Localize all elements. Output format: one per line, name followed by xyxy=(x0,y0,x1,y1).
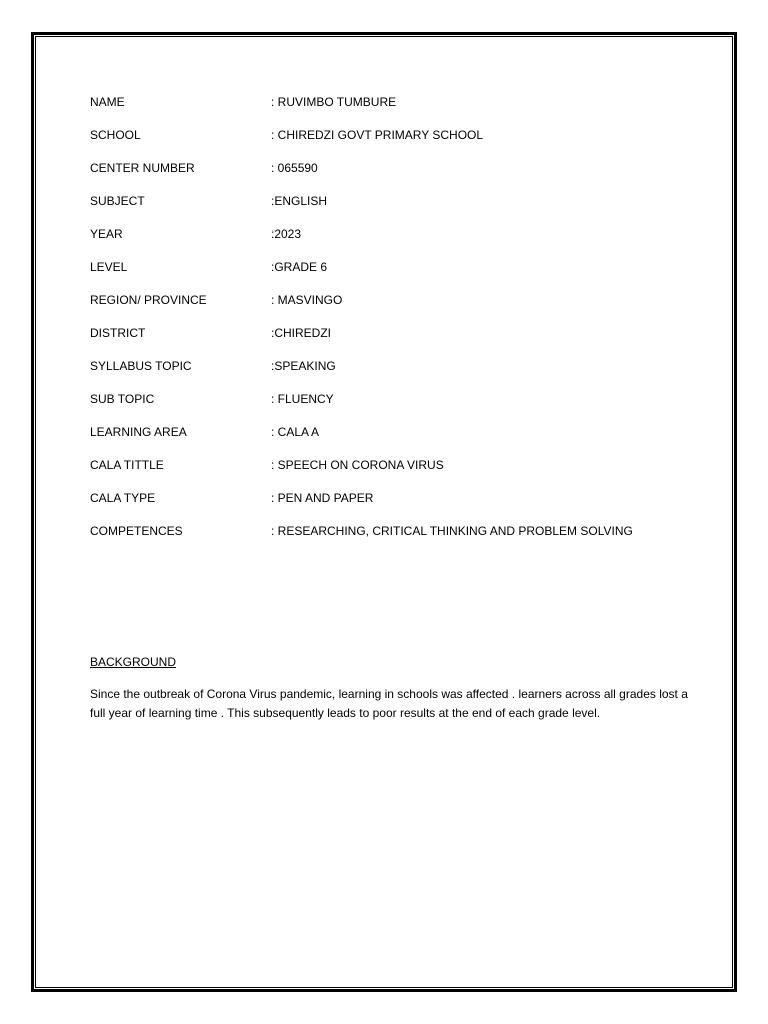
details-value: : RUVIMBO TUMBURE xyxy=(271,95,397,109)
details-table xyxy=(90,92,690,554)
details-value: : FLUENCY xyxy=(271,392,334,406)
background-paragraph: Since the outbreak of Corona Virus pandemic, learning in schools was affected . learners across all grades lost a full year of learning time . This subsequently leads to poor results at the end of each grade level. xyxy=(90,687,688,720)
details-value: : SPEECH ON CORONA VIRUS xyxy=(271,458,444,472)
details-row-syllabus-topic xyxy=(90,356,690,389)
details-value: : 065590 xyxy=(271,161,318,175)
details-row-name xyxy=(90,92,690,125)
details-label: LEARNING AREA xyxy=(90,425,187,439)
details-label: REGION/ PROVINCE xyxy=(90,293,207,307)
details-label: COMPETENCES xyxy=(90,524,183,538)
details-value: :CHIREDZI xyxy=(271,326,331,340)
details-row-school xyxy=(90,125,690,158)
details-row-year xyxy=(90,224,690,257)
details-value: :SPEAKING xyxy=(271,359,336,373)
details-label: SUBJECT xyxy=(90,194,145,208)
details-value: : RESEARCHING, CRITICAL THINKING AND PROBLEM SOLVING xyxy=(271,524,633,538)
details-value: : MASVINGO xyxy=(271,293,343,307)
details-row-learning-area xyxy=(90,422,690,455)
details-row-district xyxy=(90,323,690,356)
details-value: :GRADE 6 xyxy=(271,260,328,274)
details-label: CALA TITTLE xyxy=(90,458,164,472)
details-row-subject xyxy=(90,191,690,224)
background-heading: BACKGROUND xyxy=(90,655,177,669)
details-label: DISTRICT xyxy=(90,326,146,340)
details-row-center-number xyxy=(90,158,690,191)
details-label: SUB TOPIC xyxy=(90,392,155,406)
details-label: CENTER NUMBER xyxy=(90,161,195,175)
details-row-cala-type xyxy=(90,488,690,521)
details-label: NAME xyxy=(90,95,125,109)
details-value: : PEN AND PAPER xyxy=(271,491,374,505)
details-label: YEAR xyxy=(90,227,123,241)
details-value: : CALA A xyxy=(271,425,320,439)
details-row-level xyxy=(90,257,690,290)
details-value: :2023 xyxy=(271,227,302,241)
details-value: :ENGLISH xyxy=(271,194,328,208)
details-row-region xyxy=(90,290,690,323)
details-value: : CHIREDZI GOVT PRIMARY SCHOOL xyxy=(271,128,484,142)
details-label: SYLLABUS TOPIC xyxy=(90,359,192,373)
details-label: CALA TYPE xyxy=(90,491,156,505)
details-row-competences xyxy=(90,521,690,554)
details-label: LEVEL xyxy=(90,260,128,274)
details-row-sub-topic xyxy=(90,389,690,422)
details-row-cala-title xyxy=(90,455,690,488)
details-label: SCHOOL xyxy=(90,128,141,142)
